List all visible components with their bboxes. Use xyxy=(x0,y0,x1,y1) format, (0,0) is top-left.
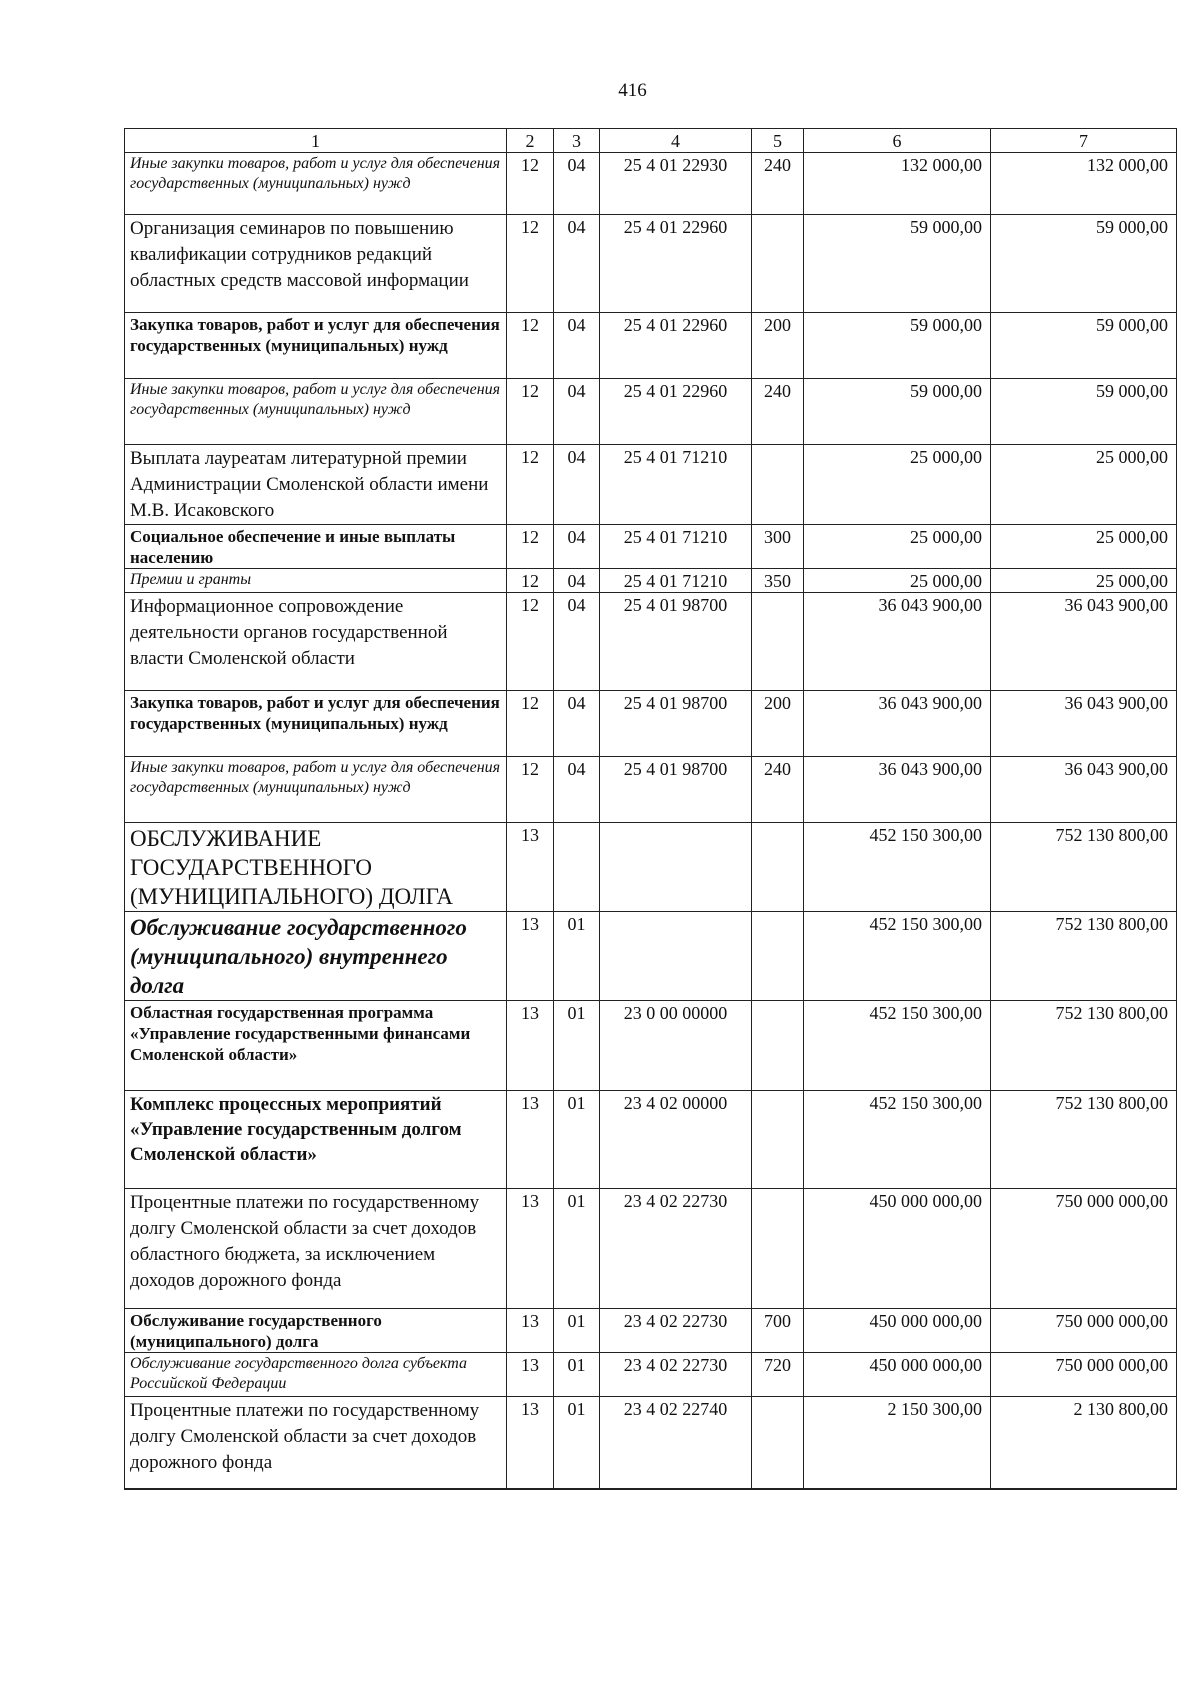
target-article-code: 25 4 01 22930 xyxy=(600,153,752,215)
table-row xyxy=(125,1353,1177,1397)
section-code: 12 xyxy=(507,593,554,691)
section-code: 12 xyxy=(507,379,554,445)
row-name: Премии и гранты xyxy=(125,569,507,593)
table-row xyxy=(125,379,1177,445)
expense-type-code xyxy=(752,912,804,1001)
section-code: 12 xyxy=(507,445,554,525)
subsection-code: 04 xyxy=(554,445,600,525)
amount-year-1: 25 000,00 xyxy=(804,569,991,593)
amount-year-1: 25 000,00 xyxy=(804,525,991,569)
page-number: 416 xyxy=(618,80,647,101)
amount-year-2: 25 000,00 xyxy=(991,445,1177,525)
target-article-code: 23 4 02 22740 xyxy=(600,1397,752,1489)
amount-year-1: 36 043 900,00 xyxy=(804,691,991,757)
amount-year-2: 25 000,00 xyxy=(991,569,1177,593)
row-name: Организация семинаров по повышению квалификации сотрудников редакций областных средств массовой информации xyxy=(125,215,507,313)
amount-year-1: 36 043 900,00 xyxy=(804,757,991,823)
row-name: Социальное обеспечение и иные выплаты населению xyxy=(125,525,507,569)
amount-year-2: 2 130 800,00 xyxy=(991,1397,1177,1489)
amount-year-2: 59 000,00 xyxy=(991,379,1177,445)
target-article-code: 25 4 01 98700 xyxy=(600,593,752,691)
amount-year-1: 25 000,00 xyxy=(804,445,991,525)
section-code: 13 xyxy=(507,1309,554,1353)
amount-year-1: 450 000 000,00 xyxy=(804,1309,991,1353)
target-article-code: 25 4 01 71210 xyxy=(600,569,752,593)
row-name: Информационное сопровождение деятельности органов государственной власти Смоленской области xyxy=(125,593,507,691)
amount-year-2: 59 000,00 xyxy=(991,215,1177,313)
target-article-code: 23 4 02 22730 xyxy=(600,1353,752,1397)
section-code: 13 xyxy=(507,1397,554,1489)
expense-type-code xyxy=(752,1189,804,1309)
subsection-code: 01 xyxy=(554,1189,600,1309)
section-code: 12 xyxy=(507,691,554,757)
section-code: 13 xyxy=(507,823,554,912)
table-row xyxy=(125,1189,1177,1309)
column-header: 2 xyxy=(507,129,554,153)
subsection-code xyxy=(554,823,600,912)
column-header: 1 xyxy=(125,129,507,153)
amount-year-1: 452 150 300,00 xyxy=(804,1091,991,1189)
subsection-code: 04 xyxy=(554,313,600,379)
section-code: 13 xyxy=(507,1091,554,1189)
subsection-code: 01 xyxy=(554,912,600,1001)
subsection-code: 01 xyxy=(554,1309,600,1353)
subsection-code: 04 xyxy=(554,153,600,215)
amount-year-2: 36 043 900,00 xyxy=(991,593,1177,691)
amount-year-1: 59 000,00 xyxy=(804,215,991,313)
row-name: Обслуживание государственного (муниципального) внутреннего долга xyxy=(125,912,507,1001)
section-code: 12 xyxy=(507,313,554,379)
expense-type-code xyxy=(752,445,804,525)
row-name: Областная государственная программа «Управление государственными финансами Смоленской области» xyxy=(125,1001,507,1091)
amount-year-2: 750 000 000,00 xyxy=(991,1353,1177,1397)
table-row xyxy=(125,593,1177,691)
table-row xyxy=(125,1397,1177,1489)
row-name: ОБСЛУЖИВАНИЕ ГОСУДАРСТВЕННОГО (МУНИЦИПАЛЬНОГО) ДОЛГА xyxy=(125,823,507,912)
target-article-code: 25 4 01 22960 xyxy=(600,379,752,445)
expense-type-code: 200 xyxy=(752,313,804,379)
target-article-code: 25 4 01 98700 xyxy=(600,691,752,757)
table-row xyxy=(125,525,1177,569)
subsection-code: 04 xyxy=(554,379,600,445)
expense-type-code: 240 xyxy=(752,153,804,215)
row-name: Иные закупки товаров, работ и услуг для обеспечения государственных (муниципальных) нужд xyxy=(125,757,507,823)
target-article-code: 25 4 01 71210 xyxy=(600,525,752,569)
table-row xyxy=(125,215,1177,313)
target-article-code: 25 4 01 71210 xyxy=(600,445,752,525)
row-name: Процентные платежи по государственному долгу Смоленской области за счет доходов дорожного фонда xyxy=(125,1397,507,1489)
section-code: 12 xyxy=(507,153,554,215)
column-header: 7 xyxy=(991,129,1177,153)
table-row xyxy=(125,912,1177,1001)
expense-type-code: 350 xyxy=(752,569,804,593)
subsection-code: 04 xyxy=(554,757,600,823)
subsection-code: 04 xyxy=(554,691,600,757)
amount-year-1: 452 150 300,00 xyxy=(804,1001,991,1091)
target-article-code xyxy=(600,912,752,1001)
target-article-code: 25 4 01 22960 xyxy=(600,215,752,313)
table-row xyxy=(125,153,1177,215)
section-code: 12 xyxy=(507,569,554,593)
subsection-code: 04 xyxy=(554,215,600,313)
row-name: Закупка товаров, работ и услуг для обеспечения государственных (муниципальных) нужд xyxy=(125,691,507,757)
subsection-code: 04 xyxy=(554,569,600,593)
amount-year-2: 752 130 800,00 xyxy=(991,1001,1177,1091)
amount-year-2: 36 043 900,00 xyxy=(991,691,1177,757)
amount-year-2: 752 130 800,00 xyxy=(991,1091,1177,1189)
target-article-code: 23 0 00 00000 xyxy=(600,1001,752,1091)
table-row xyxy=(125,1309,1177,1353)
table-row xyxy=(125,1091,1177,1189)
column-header: 6 xyxy=(804,129,991,153)
subsection-code: 01 xyxy=(554,1353,600,1397)
expense-type-code: 200 xyxy=(752,691,804,757)
amount-year-2: 132 000,00 xyxy=(991,153,1177,215)
row-name: Выплата лауреатам литературной премии Администрации Смоленской области имени М.В. Исаковского xyxy=(125,445,507,525)
target-article-code: 23 4 02 00000 xyxy=(600,1091,752,1189)
subsection-code: 01 xyxy=(554,1397,600,1489)
amount-year-1: 2 150 300,00 xyxy=(804,1397,991,1489)
target-article-code: 25 4 01 98700 xyxy=(600,757,752,823)
expense-type-code xyxy=(752,1091,804,1189)
expense-type-code: 700 xyxy=(752,1309,804,1353)
amount-year-2: 750 000 000,00 xyxy=(991,1189,1177,1309)
expense-type-code xyxy=(752,215,804,313)
target-article-code: 23 4 02 22730 xyxy=(600,1189,752,1309)
amount-year-1: 59 000,00 xyxy=(804,379,991,445)
amount-year-1: 132 000,00 xyxy=(804,153,991,215)
section-code: 12 xyxy=(507,215,554,313)
expense-type-code xyxy=(752,823,804,912)
table-row xyxy=(125,1001,1177,1091)
amount-year-1: 59 000,00 xyxy=(804,313,991,379)
expense-type-code: 240 xyxy=(752,757,804,823)
row-name: Комплекс процессных мероприятий «Управление государственным долгом Смоленской области» xyxy=(125,1091,507,1189)
table-header-row xyxy=(125,129,1177,153)
row-name: Иные закупки товаров, работ и услуг для обеспечения государственных (муниципальных) нужд xyxy=(125,379,507,445)
amount-year-2: 59 000,00 xyxy=(991,313,1177,379)
row-name: Обслуживание государственного долга субъекта Российской Федерации xyxy=(125,1353,507,1397)
amount-year-1: 450 000 000,00 xyxy=(804,1189,991,1309)
budget-table xyxy=(124,128,1177,1490)
row-name: Обслуживание государственного (муниципального) долга xyxy=(125,1309,507,1353)
target-article-code: 23 4 02 22730 xyxy=(600,1309,752,1353)
section-code: 12 xyxy=(507,757,554,823)
row-name: Процентные платежи по государственному долгу Смоленской области за счет доходов областного бюджета, за исключением доходов дорожного фонда xyxy=(125,1189,507,1309)
subsection-code: 01 xyxy=(554,1001,600,1091)
row-name: Иные закупки товаров, работ и услуг для обеспечения государственных (муниципальных) нужд xyxy=(125,153,507,215)
amount-year-1: 36 043 900,00 xyxy=(804,593,991,691)
expense-type-code: 240 xyxy=(752,379,804,445)
table-row xyxy=(125,313,1177,379)
amount-year-1: 452 150 300,00 xyxy=(804,912,991,1001)
section-code: 13 xyxy=(507,1189,554,1309)
subsection-code: 04 xyxy=(554,593,600,691)
section-code: 13 xyxy=(507,1353,554,1397)
column-header: 3 xyxy=(554,129,600,153)
expense-type-code xyxy=(752,593,804,691)
expense-type-code xyxy=(752,1397,804,1489)
table-row xyxy=(125,569,1177,593)
target-article-code xyxy=(600,823,752,912)
row-name: Закупка товаров, работ и услуг для обеспечения государственных (муниципальных) нужд xyxy=(125,313,507,379)
expense-type-code xyxy=(752,1001,804,1091)
section-code: 13 xyxy=(507,1001,554,1091)
amount-year-2: 752 130 800,00 xyxy=(991,823,1177,912)
table-row xyxy=(125,823,1177,912)
amount-year-2: 36 043 900,00 xyxy=(991,757,1177,823)
table-row xyxy=(125,445,1177,525)
target-article-code: 25 4 01 22960 xyxy=(600,313,752,379)
amount-year-2: 25 000,00 xyxy=(991,525,1177,569)
amount-year-2: 750 000 000,00 xyxy=(991,1309,1177,1353)
column-header: 4 xyxy=(600,129,752,153)
subsection-code: 04 xyxy=(554,525,600,569)
expense-type-code: 720 xyxy=(752,1353,804,1397)
amount-year-1: 450 000 000,00 xyxy=(804,1353,991,1397)
expense-type-code: 300 xyxy=(752,525,804,569)
section-code: 12 xyxy=(507,525,554,569)
table-row xyxy=(125,691,1177,757)
section-code: 13 xyxy=(507,912,554,1001)
table-row xyxy=(125,757,1177,823)
amount-year-2: 752 130 800,00 xyxy=(991,912,1177,1001)
column-header: 5 xyxy=(752,129,804,153)
amount-year-1: 452 150 300,00 xyxy=(804,823,991,912)
subsection-code: 01 xyxy=(554,1091,600,1189)
